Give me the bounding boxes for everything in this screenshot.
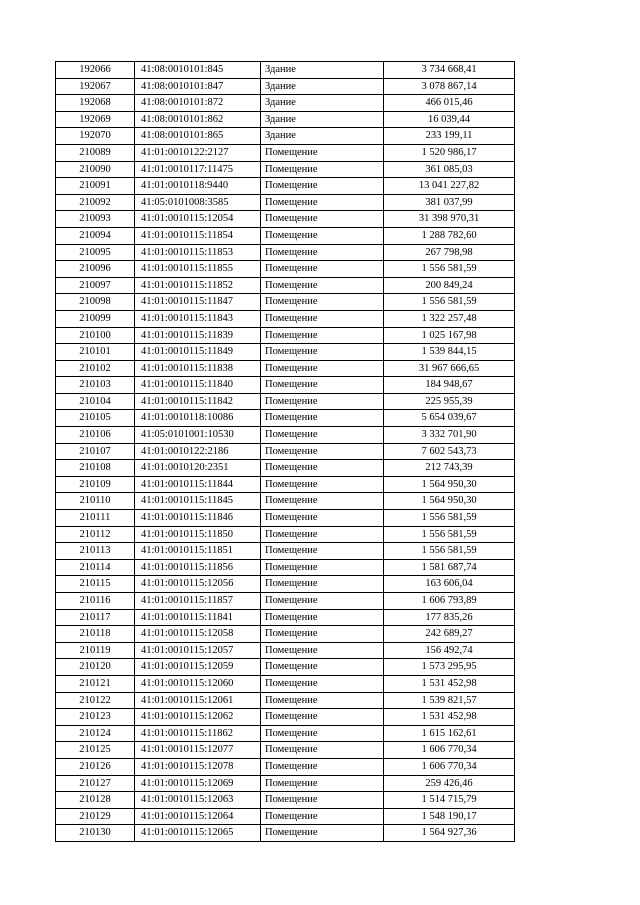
table-row (56, 393, 515, 410)
cadastral-value-cell: 3 078 867,14 (384, 78, 515, 95)
table-row (56, 709, 515, 726)
row-number-cell: 210106 (56, 427, 135, 444)
row-number-cell: 210105 (56, 410, 135, 427)
row-number-cell: 210124 (56, 725, 135, 742)
row-number-cell: 210092 (56, 194, 135, 211)
cadastral-value-cell: 1 531 452,98 (384, 709, 515, 726)
table-row (56, 211, 515, 228)
cadastral-value-cell: 1 606 793,89 (384, 593, 515, 610)
cadastral-number-cell: 41:01:0010117:11475 (135, 161, 261, 178)
row-number-cell: 210102 (56, 360, 135, 377)
table-row (56, 377, 515, 394)
object-type-cell: Здание (261, 128, 384, 145)
cadastral-number-cell: 41:01:0010115:11841 (135, 609, 261, 626)
row-number-cell: 210114 (56, 559, 135, 576)
table-row (56, 742, 515, 759)
cadastral-number-cell: 41:01:0010115:12056 (135, 576, 261, 593)
object-type-cell: Помещение (261, 277, 384, 294)
cadastral-number-cell: 41:01:0010115:12062 (135, 709, 261, 726)
object-type-cell: Помещение (261, 692, 384, 709)
object-type-cell: Здание (261, 95, 384, 112)
object-type-cell: Помещение (261, 576, 384, 593)
cadastral-value-cell: 184 948,67 (384, 377, 515, 394)
object-type-cell: Здание (261, 78, 384, 95)
row-number-cell: 210127 (56, 775, 135, 792)
table-row (56, 360, 515, 377)
object-type-cell: Помещение (261, 725, 384, 742)
table-row (56, 825, 515, 842)
cadastral-value-cell: 1 025 167,98 (384, 327, 515, 344)
row-number-cell: 210104 (56, 393, 135, 410)
table-row (56, 78, 515, 95)
row-number-cell: 210113 (56, 543, 135, 560)
table-row (56, 609, 515, 626)
row-number-cell: 210112 (56, 526, 135, 543)
object-type-cell: Здание (261, 62, 384, 79)
cadastral-value-cell: 1 539 844,15 (384, 344, 515, 361)
table-row (56, 111, 515, 128)
cadastral-value-cell: 200 849,24 (384, 277, 515, 294)
object-type-cell: Помещение (261, 510, 384, 527)
row-number-cell: 210108 (56, 460, 135, 477)
table-row (56, 642, 515, 659)
table-row (56, 576, 515, 593)
row-number-cell: 210110 (56, 493, 135, 510)
cadastral-value-cell: 163 606,04 (384, 576, 515, 593)
cadastral-value-cell: 13 041 227,82 (384, 178, 515, 195)
table-row (56, 62, 515, 79)
object-type-cell: Помещение (261, 675, 384, 692)
cadastral-value-cell: 1 548 190,17 (384, 808, 515, 825)
cadastral-value-cell: 1 573 295,95 (384, 659, 515, 676)
cadastral-number-cell: 41:05:0101008:3585 (135, 194, 261, 211)
cadastral-value-cell: 1 531 452,98 (384, 675, 515, 692)
table-row (56, 775, 515, 792)
table-row (56, 261, 515, 278)
cadastral-value-cell: 7 602 543,73 (384, 443, 515, 460)
table-row (56, 593, 515, 610)
object-type-cell: Помещение (261, 393, 384, 410)
cadastral-value-cell: 1 615 162,61 (384, 725, 515, 742)
cadastral-value-cell: 1 564 950,30 (384, 493, 515, 510)
object-type-cell: Помещение (261, 327, 384, 344)
cadastral-number-cell: 41:01:0010115:11845 (135, 493, 261, 510)
row-number-cell: 192069 (56, 111, 135, 128)
table-row (56, 460, 515, 477)
row-number-cell: 210091 (56, 178, 135, 195)
row-number-cell: 210123 (56, 709, 135, 726)
cadastral-value-cell: 259 426,46 (384, 775, 515, 792)
cadastral-number-cell: 41:01:0010115:11852 (135, 277, 261, 294)
cadastral-value-cell: 3 332 701,90 (384, 427, 515, 444)
cadastral-value-cell: 1 606 770,34 (384, 758, 515, 775)
cadastral-value-cell: 31 967 666,65 (384, 360, 515, 377)
cadastral-number-cell: 41:05:0101001:10530 (135, 427, 261, 444)
cadastral-number-cell: 41:01:0010115:11840 (135, 377, 261, 394)
cadastral-number-cell: 41:01:0010118:10086 (135, 410, 261, 427)
cadastral-number-cell: 41:01:0010115:11838 (135, 360, 261, 377)
cadastral-number-cell: 41:01:0010115:11857 (135, 593, 261, 610)
cadastral-number-cell: 41:01:0010115:11853 (135, 244, 261, 261)
cadastral-number-cell: 41:01:0010115:12061 (135, 692, 261, 709)
row-number-cell: 210107 (56, 443, 135, 460)
row-number-cell: 210120 (56, 659, 135, 676)
cadastral-value-cell: 361 085,03 (384, 161, 515, 178)
cadastral-value-cell: 1 322 257,48 (384, 310, 515, 327)
table-row (56, 443, 515, 460)
cadastral-number-cell: 41:01:0010115:12054 (135, 211, 261, 228)
row-number-cell: 210100 (56, 327, 135, 344)
object-type-cell: Помещение (261, 227, 384, 244)
table-row (56, 344, 515, 361)
row-number-cell: 210121 (56, 675, 135, 692)
cadastral-number-cell: 41:01:0010115:12063 (135, 792, 261, 809)
object-type-cell: Помещение (261, 476, 384, 493)
cadastral-number-cell: 41:01:0010115:11842 (135, 393, 261, 410)
row-number-cell: 192067 (56, 78, 135, 95)
table-row (56, 144, 515, 161)
cadastral-value-cell: 242 689,27 (384, 626, 515, 643)
cadastral-number-cell: 41:08:0010101:865 (135, 128, 261, 145)
cadastral-value-cell: 267 798,98 (384, 244, 515, 261)
cadastral-number-cell: 41:01:0010115:11854 (135, 227, 261, 244)
cadastral-value-cell: 1 520 986,17 (384, 144, 515, 161)
object-type-cell: Помещение (261, 460, 384, 477)
object-type-cell: Помещение (261, 244, 384, 261)
cadastral-number-cell: 41:01:0010115:12077 (135, 742, 261, 759)
object-type-cell: Помещение (261, 792, 384, 809)
cadastral-value-cell: 466 015,46 (384, 95, 515, 112)
cadastral-value-cell: 1 556 581,59 (384, 526, 515, 543)
table-row (56, 128, 515, 145)
table-row (56, 244, 515, 261)
cadastral-value-cell: 1 556 581,59 (384, 261, 515, 278)
object-type-cell: Помещение (261, 825, 384, 842)
table-row (56, 725, 515, 742)
object-type-cell: Помещение (261, 211, 384, 228)
cadastral-number-cell: 41:01:0010115:12064 (135, 808, 261, 825)
table-row (56, 659, 515, 676)
object-type-cell: Помещение (261, 758, 384, 775)
row-number-cell: 210090 (56, 161, 135, 178)
row-number-cell: 210119 (56, 642, 135, 659)
object-type-cell: Помещение (261, 427, 384, 444)
row-number-cell: 210095 (56, 244, 135, 261)
table-row (56, 543, 515, 560)
cadastral-number-cell: 41:01:0010115:12069 (135, 775, 261, 792)
row-number-cell: 210116 (56, 593, 135, 610)
object-type-cell: Помещение (261, 559, 384, 576)
cadastral-number-cell: 41:01:0010120:2351 (135, 460, 261, 477)
object-type-cell: Помещение (261, 178, 384, 195)
cadastral-number-cell: 41:01:0010115:11846 (135, 510, 261, 527)
object-type-cell: Помещение (261, 443, 384, 460)
cadastral-number-cell: 41:01:0010115:12065 (135, 825, 261, 842)
row-number-cell: 210094 (56, 227, 135, 244)
cadastral-number-cell: 41:01:0010115:11843 (135, 310, 261, 327)
object-type-cell: Помещение (261, 742, 384, 759)
table-row (56, 277, 515, 294)
row-number-cell: 210099 (56, 310, 135, 327)
cadastral-value-cell: 3 734 668,41 (384, 62, 515, 79)
object-type-cell: Помещение (261, 642, 384, 659)
object-type-cell: Помещение (261, 294, 384, 311)
object-type-cell: Помещение (261, 543, 384, 560)
table-row (56, 410, 515, 427)
row-number-cell: 210122 (56, 692, 135, 709)
table-row (56, 161, 515, 178)
cadastral-number-cell: 41:01:0010115:11847 (135, 294, 261, 311)
row-number-cell: 210097 (56, 277, 135, 294)
object-type-cell: Помещение (261, 410, 384, 427)
cadastral-value-cell: 1 564 950,30 (384, 476, 515, 493)
row-number-cell: 210098 (56, 294, 135, 311)
object-type-cell: Помещение (261, 194, 384, 211)
cadastral-value-cell: 1 539 821,57 (384, 692, 515, 709)
table-row (56, 194, 515, 211)
object-type-cell: Здание (261, 111, 384, 128)
object-type-cell: Помещение (261, 360, 384, 377)
cadastral-value-cell: 156 492,74 (384, 642, 515, 659)
object-type-cell: Помещение (261, 609, 384, 626)
cadastral-value-cell: 1 556 581,59 (384, 543, 515, 560)
object-type-cell: Помещение (261, 144, 384, 161)
row-number-cell: 210128 (56, 792, 135, 809)
row-number-cell: 210093 (56, 211, 135, 228)
table-row (56, 675, 515, 692)
row-number-cell: 210109 (56, 476, 135, 493)
object-type-cell: Помещение (261, 161, 384, 178)
row-number-cell: 210111 (56, 510, 135, 527)
table-row (56, 808, 515, 825)
cadastral-value-cell: 5 654 039,67 (384, 410, 515, 427)
object-type-cell: Помещение (261, 593, 384, 610)
table-row (56, 427, 515, 444)
cadastral-number-cell: 41:01:0010115:11855 (135, 261, 261, 278)
cadastral-value-cell: 1 288 782,60 (384, 227, 515, 244)
object-type-cell: Помещение (261, 493, 384, 510)
object-type-cell: Помещение (261, 344, 384, 361)
object-type-cell: Помещение (261, 526, 384, 543)
row-number-cell: 210117 (56, 609, 135, 626)
cadastral-number-cell: 41:01:0010115:11850 (135, 526, 261, 543)
table-row (56, 327, 515, 344)
cadastral-number-cell: 41:01:0010115:12058 (135, 626, 261, 643)
row-number-cell: 210118 (56, 626, 135, 643)
table-row (56, 692, 515, 709)
object-type-cell: Помещение (261, 808, 384, 825)
cadastral-value-cell: 233 199,11 (384, 128, 515, 145)
cadastral-number-cell: 41:01:0010115:12060 (135, 675, 261, 692)
row-number-cell: 210115 (56, 576, 135, 593)
cadastral-number-cell: 41:08:0010101:872 (135, 95, 261, 112)
row-number-cell: 210096 (56, 261, 135, 278)
cadastral-value-cell: 16 039,44 (384, 111, 515, 128)
row-number-cell: 192070 (56, 128, 135, 145)
cadastral-value-cell: 225 955,39 (384, 393, 515, 410)
cadastral-number-cell: 41:01:0010118:9440 (135, 178, 261, 195)
table-row (56, 310, 515, 327)
cadastral-number-cell: 41:01:0010115:11844 (135, 476, 261, 493)
cadastral-value-cell: 1 514 715,79 (384, 792, 515, 809)
row-number-cell: 192068 (56, 95, 135, 112)
cadastral-number-cell: 41:01:0010122:2186 (135, 443, 261, 460)
object-type-cell: Помещение (261, 261, 384, 278)
cadastral-number-cell: 41:01:0010115:11862 (135, 725, 261, 742)
cadastral-value-cell: 1 581 687,74 (384, 559, 515, 576)
cadastral-value-cell: 212 743,39 (384, 460, 515, 477)
table-row (56, 510, 515, 527)
row-number-cell: 210126 (56, 758, 135, 775)
cadastral-number-cell: 41:01:0010115:12078 (135, 758, 261, 775)
object-type-cell: Помещение (261, 310, 384, 327)
cadastral-number-cell: 41:01:0010122:2127 (135, 144, 261, 161)
table-row (56, 559, 515, 576)
cadastral-number-cell: 41:01:0010115:11851 (135, 543, 261, 560)
row-number-cell: 192066 (56, 62, 135, 79)
table-row (56, 294, 515, 311)
cadastral-value-cell: 1 556 581,59 (384, 294, 515, 311)
cadastral-value-cell: 381 037,99 (384, 194, 515, 211)
cadastral-number-cell: 41:01:0010115:12057 (135, 642, 261, 659)
table-row (56, 476, 515, 493)
cadastral-number-cell: 41:08:0010101:862 (135, 111, 261, 128)
table-row (56, 758, 515, 775)
object-type-cell: Помещение (261, 626, 384, 643)
table-row (56, 626, 515, 643)
row-number-cell: 210101 (56, 344, 135, 361)
object-type-cell: Помещение (261, 709, 384, 726)
cadastral-value-cell: 1 606 770,34 (384, 742, 515, 759)
table-row (56, 493, 515, 510)
cadastral-value-cell: 177 835,26 (384, 609, 515, 626)
object-type-cell: Помещение (261, 377, 384, 394)
table-row (56, 178, 515, 195)
cadastral-number-cell: 41:01:0010115:12059 (135, 659, 261, 676)
row-number-cell: 210130 (56, 825, 135, 842)
table-row (56, 95, 515, 112)
object-type-cell: Помещение (261, 659, 384, 676)
table-body (56, 62, 515, 842)
row-number-cell: 210089 (56, 144, 135, 161)
table-row (56, 526, 515, 543)
row-number-cell: 210125 (56, 742, 135, 759)
row-number-cell: 210129 (56, 808, 135, 825)
cadastral-value-table (55, 61, 515, 842)
cadastral-value-cell: 1 564 927,36 (384, 825, 515, 842)
object-type-cell: Помещение (261, 775, 384, 792)
row-number-cell: 210103 (56, 377, 135, 394)
cadastral-value-cell: 1 556 581,59 (384, 510, 515, 527)
cadastral-number-cell: 41:01:0010115:11856 (135, 559, 261, 576)
cadastral-number-cell: 41:01:0010115:11849 (135, 344, 261, 361)
table-row (56, 227, 515, 244)
cadastral-number-cell: 41:08:0010101:847 (135, 78, 261, 95)
table-row (56, 792, 515, 809)
cadastral-number-cell: 41:01:0010115:11839 (135, 327, 261, 344)
cadastral-value-cell: 31 398 970,31 (384, 211, 515, 228)
cadastral-number-cell: 41:08:0010101:845 (135, 62, 261, 79)
